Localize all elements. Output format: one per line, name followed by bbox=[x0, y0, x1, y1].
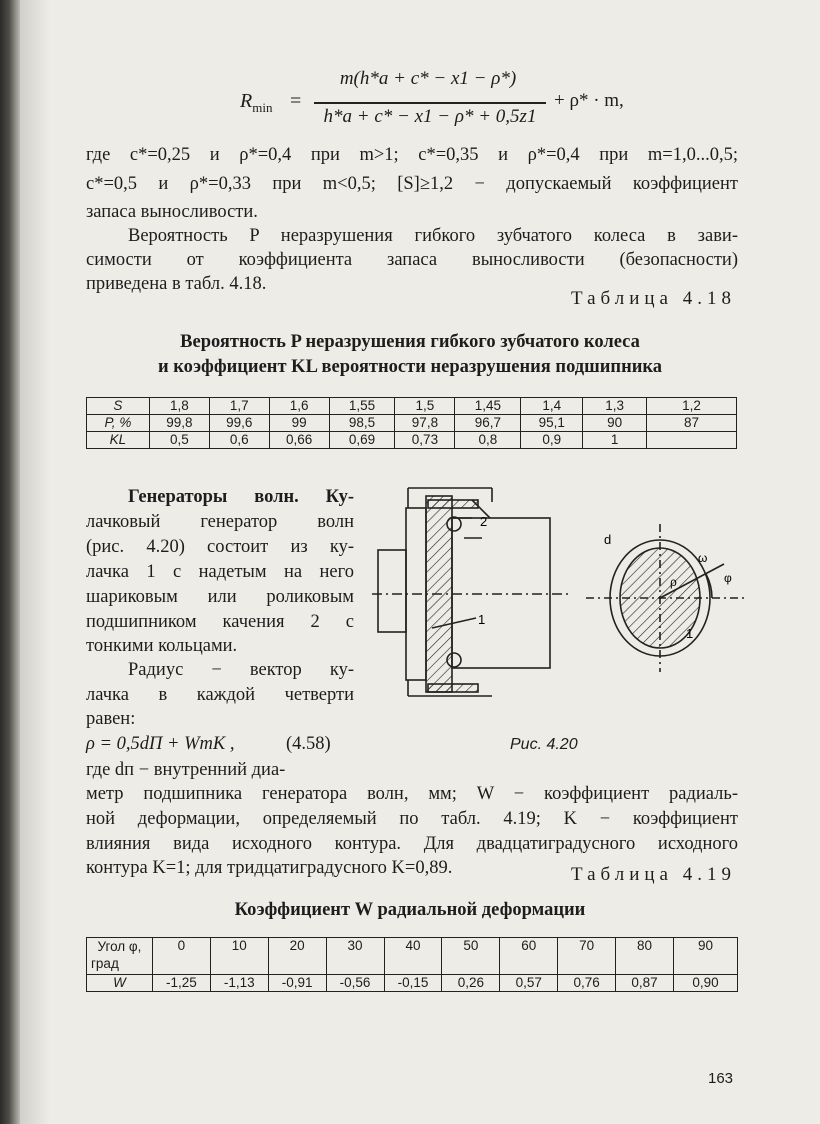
table19-w-cell: 0,26 bbox=[442, 975, 500, 992]
table18-cell: 0,5 bbox=[149, 432, 209, 449]
table19-angle-cell: 70 bbox=[558, 938, 616, 975]
table18-cell: 1,5 bbox=[395, 398, 455, 415]
table18-cell: 0,8 bbox=[455, 432, 521, 449]
fraction-bar bbox=[314, 102, 546, 104]
table18-cell: 99,6 bbox=[209, 415, 269, 432]
formula-numerator: m(h*a + c* − x1 − ρ*) bbox=[339, 68, 517, 89]
para5-line5: контура K=1; для тридцатиградусного K=0,89. bbox=[86, 858, 453, 878]
para5-line1: где dп − внутренний диа- bbox=[86, 760, 286, 780]
para1-line3: запаса выносливости. bbox=[86, 202, 258, 222]
para3-line7: тонкими кольцами. bbox=[86, 636, 238, 656]
table19-angle-cell: 90 bbox=[673, 938, 737, 975]
table18-cell: 1,3 bbox=[583, 398, 647, 415]
table18-cell: 1,7 bbox=[209, 398, 269, 415]
table19-angle-cell: 30 bbox=[326, 938, 384, 975]
table18-cell: 1,4 bbox=[521, 398, 583, 415]
table18-row bbox=[87, 415, 737, 432]
page-number: 163 bbox=[708, 1070, 734, 1087]
para5-line4: влияния вида исходного контура. Для двадцатиградусного исходного bbox=[86, 834, 738, 854]
table18-cell: 98,5 bbox=[329, 415, 395, 432]
table19-angle-row bbox=[87, 938, 738, 975]
para1-line1: где c*=0,25 и ρ*=0,4 при m>1; c*=0,35 и ρ*=0,4 при m=1,0...0,5; bbox=[86, 145, 738, 165]
table18-cell: 90 bbox=[583, 415, 647, 432]
para5-line2: метр подшипника генератора волн, мм; W − коэффициент радиаль- bbox=[86, 784, 738, 804]
table18-cell: 0,73 bbox=[395, 432, 455, 449]
para2-line2: симости от коэффициента запаса выносливости (безопасности) bbox=[86, 250, 738, 270]
table18-cell: 99 bbox=[269, 415, 329, 432]
table18-title-line1: Вероятность P неразрушения гибкого зубчатого колеса bbox=[180, 332, 640, 352]
table19-w-cell: -0,56 bbox=[326, 975, 384, 992]
para3-line5: шариковым или роликовым bbox=[86, 587, 354, 607]
table19-w-cell: 0,76 bbox=[558, 975, 616, 992]
formula-equals: = bbox=[290, 90, 302, 112]
figure-label-phi: φ bbox=[724, 571, 732, 585]
table18-row bbox=[87, 432, 737, 449]
para2-line3: приведена в табл. 4.18. bbox=[86, 274, 267, 294]
generator-section-drawing bbox=[372, 488, 572, 696]
formula-rmin bbox=[240, 68, 624, 138]
figure-label-d: d bbox=[604, 532, 612, 547]
figure-label-1-left: 1 bbox=[478, 612, 486, 627]
table18-row-head: P, % bbox=[87, 415, 150, 432]
table18-cell: 99,8 bbox=[149, 415, 209, 432]
table19-angle-cell: 20 bbox=[268, 938, 326, 975]
table18-cell: 0,6 bbox=[209, 432, 269, 449]
para3-line6: подшипником качения 2 с bbox=[86, 612, 354, 632]
table19-angle-head-line2: град bbox=[91, 956, 119, 971]
figure-label-rho: ρ bbox=[670, 575, 677, 589]
para3-line1: Генераторы волн. Ку- bbox=[128, 487, 354, 507]
table18-cell: 1,8 bbox=[149, 398, 209, 415]
table18-cell: 1,2 bbox=[647, 398, 737, 415]
table18-cell: 1 bbox=[583, 432, 647, 449]
table18-title-line2: и коэффициент KL вероятности неразрушения подшипника bbox=[157, 357, 663, 377]
table19-w-cell: -1,13 bbox=[210, 975, 268, 992]
figure-4-20 bbox=[372, 478, 752, 728]
table19-label: Таблица 4.19 bbox=[570, 864, 736, 885]
figure-caption: Рис. 4.20 bbox=[510, 736, 578, 753]
table18-cell: 0,69 bbox=[329, 432, 395, 449]
para4-line1: Радиус − вектор ку- bbox=[128, 660, 354, 680]
table19-angle-cell: 0 bbox=[152, 938, 210, 975]
table19-angle-cell: 50 bbox=[442, 938, 500, 975]
para3-line3: (рис. 4.20) состоит из ку- bbox=[86, 537, 354, 557]
table18-cell: 0,9 bbox=[521, 432, 583, 449]
table18 bbox=[86, 397, 737, 449]
table18-cell: 96,7 bbox=[455, 415, 521, 432]
table19-w-cell: 0,90 bbox=[673, 975, 737, 992]
table18-cell bbox=[647, 432, 737, 449]
table18-cell: 87 bbox=[647, 415, 737, 432]
para1-line2: c*=0,5 и ρ*=0,33 при m<0,5; [S]≥1,2 − допускаемый коэффициент bbox=[86, 174, 738, 194]
formula-458-number: (4.58) bbox=[286, 734, 331, 754]
table19-title: Коэффициент W радиальной деформации bbox=[234, 900, 586, 920]
table18-row-head: KL bbox=[87, 432, 150, 449]
table19-angle-cell: 40 bbox=[384, 938, 442, 975]
formula-tail: + ρ* · m, bbox=[554, 90, 624, 111]
para5-line3: ной деформации, определяемый по табл. 4.19; K − коэффициент bbox=[86, 809, 738, 829]
table19-w-head: W bbox=[87, 975, 153, 992]
para3-line2: лачковый генератор волн bbox=[86, 512, 354, 532]
figure-label-2: 2 bbox=[480, 514, 488, 529]
para4-line2: лачка в каждой четверти bbox=[86, 685, 354, 705]
table19-w-cell: 0,87 bbox=[616, 975, 674, 992]
table19-angle-head-line1: Угол φ, bbox=[97, 939, 142, 954]
table19-w-cell: -1,25 bbox=[152, 975, 210, 992]
table19 bbox=[86, 937, 738, 992]
para4-line3: равен: bbox=[86, 709, 136, 729]
table19-w-cell: 0,57 bbox=[500, 975, 558, 992]
para2-line1: Вероятность P неразрушения гибкого зубчатого колеса в зави- bbox=[128, 226, 738, 246]
table18-row bbox=[87, 398, 737, 415]
table18-cell: 97,8 bbox=[395, 415, 455, 432]
table19-w-row bbox=[87, 975, 738, 992]
table18-label: Таблица 4.18 bbox=[570, 288, 736, 309]
formula-lhs: $R_{min}$ bbox=[240, 90, 273, 115]
table19-w-cell: -0,15 bbox=[384, 975, 442, 992]
figure-label-omega: ω bbox=[698, 551, 708, 565]
table18-cell: 0,66 bbox=[269, 432, 329, 449]
table19-angle-cell: 10 bbox=[210, 938, 268, 975]
table19-angle-head bbox=[87, 938, 153, 975]
table18-cell: 95,1 bbox=[521, 415, 583, 432]
table19-w-cell: -0,91 bbox=[268, 975, 326, 992]
figure-label-1-right: 1 bbox=[686, 626, 694, 641]
formula-458: ρ = 0,5dП + WmK , bbox=[86, 734, 235, 754]
para3-line4: лачка 1 с надетым на него bbox=[86, 562, 354, 582]
formula-denominator: h*a + c* − x1 − ρ* + 0,5z1 bbox=[323, 106, 537, 127]
table18-cell: 1,6 bbox=[269, 398, 329, 415]
table19-angle-cell: 80 bbox=[616, 938, 674, 975]
table19-angle-cell: 60 bbox=[500, 938, 558, 975]
table18-cell: 1,55 bbox=[329, 398, 395, 415]
table18-row-head: S bbox=[87, 398, 150, 415]
table18-cell: 1,45 bbox=[455, 398, 521, 415]
